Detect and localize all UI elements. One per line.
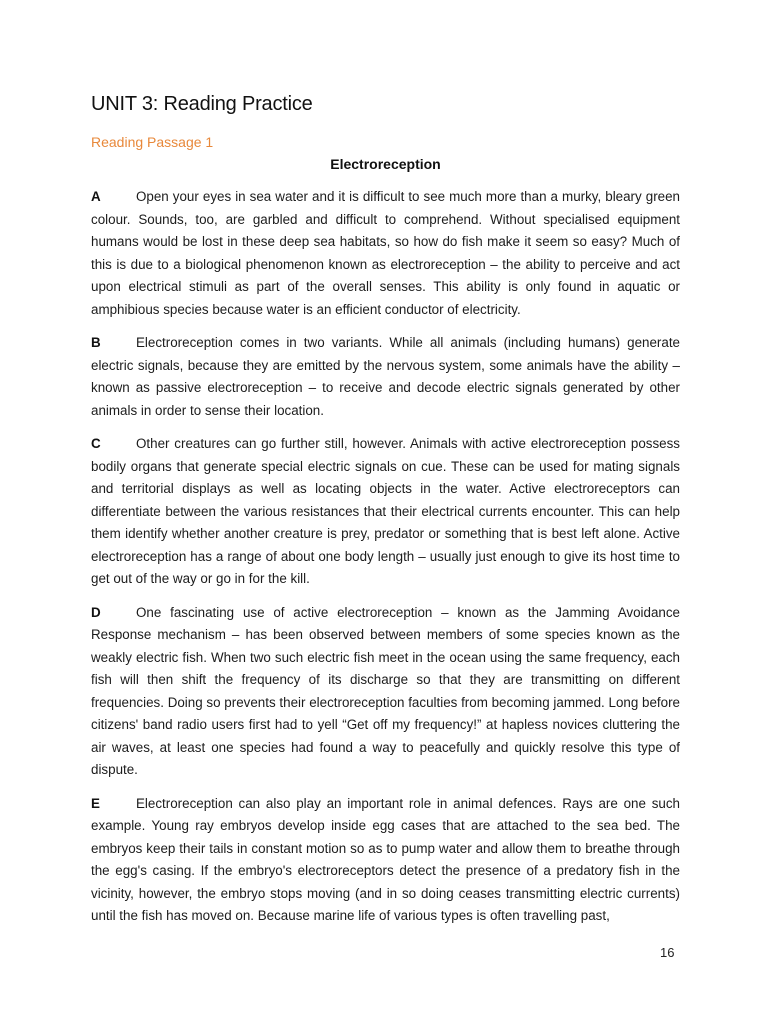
paragraph-e <box>91 793 680 928</box>
paragraph-text: Open your eyes in sea water and it is difficult to see much more than a murky, bleary green colour. Sounds, too, are garbled and difficult to comprehend. Without specialised equipment humans would be lost in these deep sea habitats, so how do fish make it seem so easy? Much of this is due to a biological phenomenon known as electroreception – the ability to perceive and act upon electrical stimuli as part of the overall senses. This ability is only found in aquatic or amphibious species because water is an efficient conductor of electricity. <box>91 189 680 317</box>
paragraph-letter: D <box>91 604 101 620</box>
paragraph-text: Other creatures can go further still, however. Animals with active electroreception possess bodily organs that generate special electric signals on cue. These can be used for mating signals and territorial displays as well as locating objects in the water. Active electroreceptors can differentiate between the various resistances that their electrical currents encounter. This can help them identify whether another creature is prey, predator or something that is best left alone. Active electroreception has a range of about one body length – usually just enough to give its host time to get out of the way or go in for the kill. <box>91 436 680 586</box>
paragraph-letter: C <box>91 436 101 451</box>
paragraph-letter: A <box>91 189 101 204</box>
passage-title: Electroreception <box>330 156 441 172</box>
paragraph-b <box>91 332 680 422</box>
passage-body <box>91 186 680 939</box>
paragraph-c <box>91 433 680 591</box>
unit-title: UNIT 3: Reading Practice <box>91 93 313 115</box>
passage-label: Reading Passage 1 <box>91 134 214 150</box>
paragraph-a <box>91 186 680 321</box>
paragraph-d <box>91 602 680 782</box>
paragraph-letter: B <box>91 335 101 350</box>
paragraph-letter: E <box>91 795 100 811</box>
paragraph-text: Electroreception comes in two variants. While all animals (including humans) generate electric signals, because they are emitted by the nervous system, some animals have the ability – known as passive electroreception – to receive and decode electric signals generated by other animals in order to sense their location. <box>91 335 680 418</box>
page-number: 16 <box>660 945 675 960</box>
paragraph-text: One fascinating use of active electroreception – known as the Jamming Avoidance Response mechanism – has been observed between members of some species known as the weakly electric fish. When two such electric fish meet in the ocean using the same frequency, each fish will then shift the frequency of its discharge so that they are transmitting on different frequencies. Doing so prevents their electroreception faculties from becoming jammed. Long before citizens' band radio users first had to yell “Get off my frequency!” at hapless novices cluttering the air waves, at least one species had found a way to peacefully and quickly resolve this type of dispute. <box>91 604 680 777</box>
paragraph-text: Electroreception can also play an important role in animal defences. Rays are one such example. Young ray embryos develop inside egg cases that are attached to the sea bed. The embryos keep their tails in constant motion so as to pump water and allow them to breathe through the egg's casing. If the embryo's electroreceptors detect the presence of a predatory fish in the vicinity, however, the embryo stops moving (and in so doing ceases transmitting electric currents) until the fish has moved on. Because marine life of various types is often travelling past, <box>91 795 680 923</box>
